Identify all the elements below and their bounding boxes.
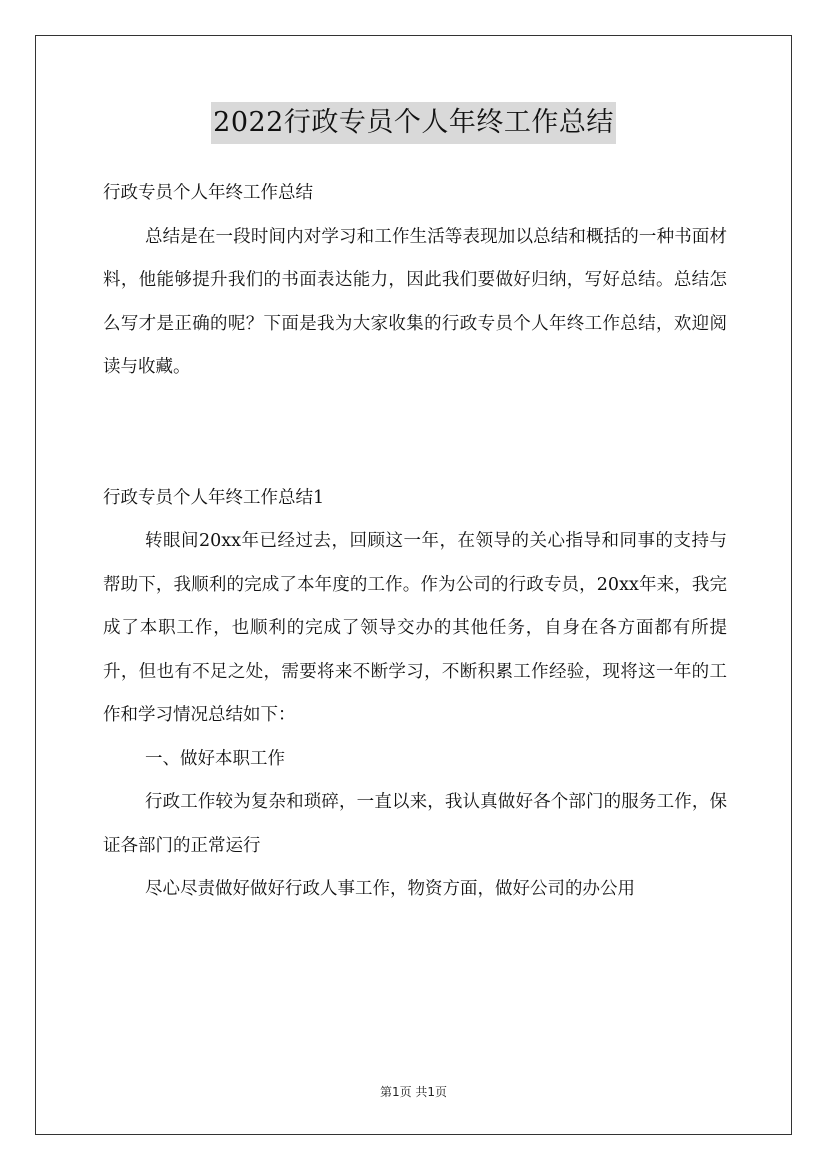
subheading-1: 一、做好本职工作	[145, 748, 285, 769]
body-paragraph-3: 尽心尽责做好做好行政人事工作，物资方面，做好公司的办公用	[145, 879, 635, 899]
title-container	[0, 102, 827, 144]
document-body	[103, 172, 727, 912]
body-paragraph-2: 行政工作较为复杂和琐碎，一直以来，我认真做好各个部门的服务工作，保证各部门的正常运行	[103, 792, 727, 856]
document-title: 2022行政专员个人年终工作总结	[211, 102, 616, 144]
section-heading: 行政专员个人年终工作总结1	[103, 487, 325, 508]
document-subtitle: 行政专员个人年终工作总结	[103, 183, 313, 203]
paragraph-gap	[103, 390, 727, 477]
page-footer: 第1页 共1页	[379, 1085, 448, 1099]
body-paragraph-1: 转眼间20xx年已经过去，回顾这一年，在领导的关心指导和同事的支持与帮助下，我顺利的完成了本年度的工作。作为公司的行政专员，20xx年来，我完成了本职工作，也顺利的完成了领导交办的其他任务，自身在各方面都有所提升，但也有不足之处，需要将来不断学习，不断积累工作经验，现将这一年的工作和学习情况总结如下：	[103, 531, 727, 725]
intro-paragraph: 总结是在一段时间内对学习和工作生活等表现加以总结和概括的一种书面材料，他能够提升我们的书面表达能力，因此我们要做好归纳，写好总结。总结怎么写才是正确的呢？下面是我为大家收集的行政专员个人年终工作总结，欢迎阅读与收藏。	[103, 226, 727, 377]
